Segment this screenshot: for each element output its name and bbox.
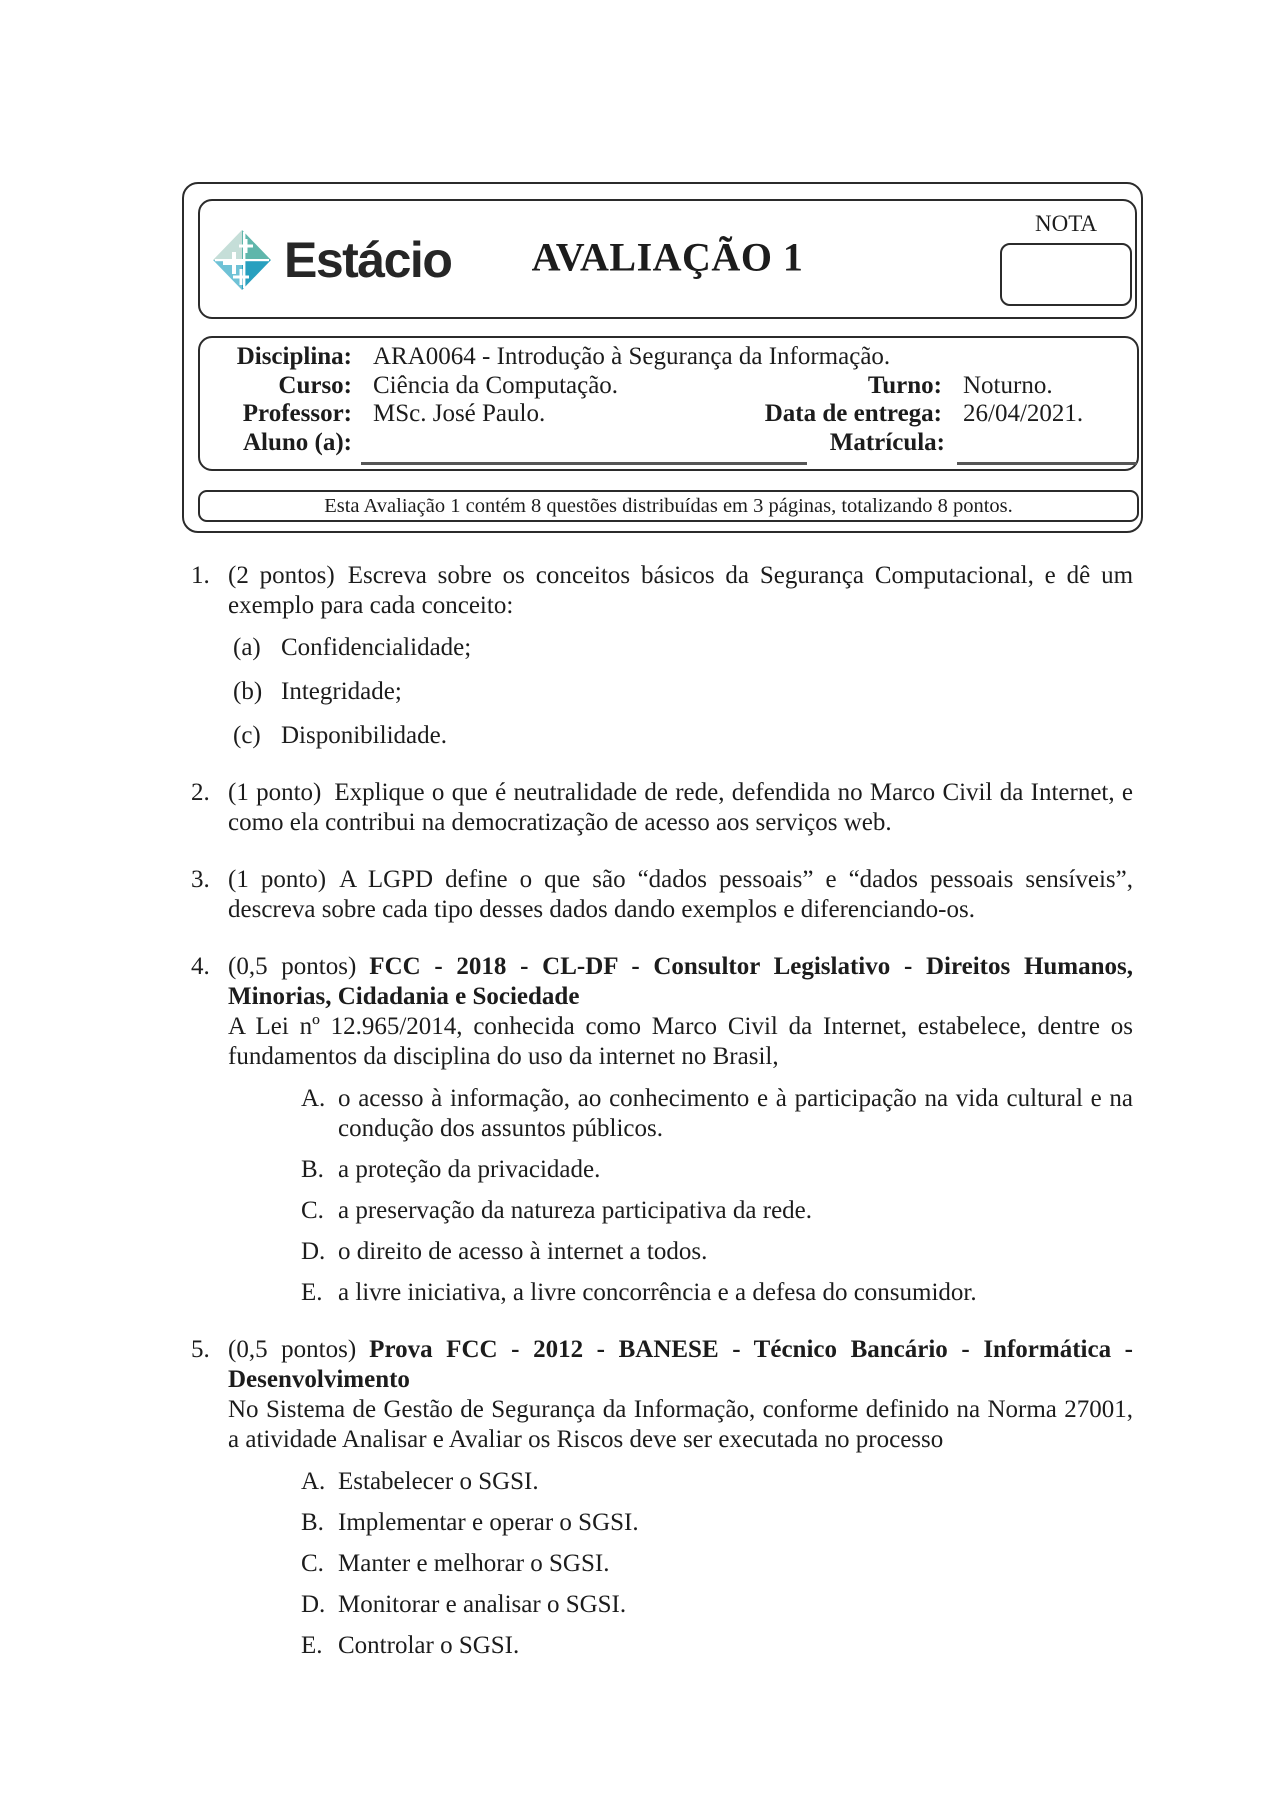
question-1 <box>191 561 1133 751</box>
curso-label: Curso: <box>278 371 352 399</box>
exam-note-box <box>198 490 1139 522</box>
option-label: E. <box>301 1632 323 1659</box>
question-list <box>191 561 1133 1688</box>
question-5-option-d <box>228 1590 1133 1620</box>
question-points: (1 ponto) <box>228 779 322 806</box>
question-4-option-e <box>228 1278 1133 1308</box>
question-text: No Sistema de Gestão de Segurança da Informação, conforme definido na Norma 27001, a atividade Analisar e Avaliar os Riscos deve ser executada no processo <box>228 1396 1133 1453</box>
aluno-label: Aluno (a): <box>242 428 352 456</box>
question-1-item-b <box>228 677 1133 707</box>
question-number: 1. <box>191 562 210 589</box>
info-row-curso <box>200 372 1137 401</box>
question-3 <box>191 865 1133 925</box>
question-points: (0,5 pontos) <box>228 953 357 980</box>
option-label: C. <box>301 1550 324 1577</box>
option-text: Implementar e operar o SGSI. <box>338 1509 639 1536</box>
option-label: A. <box>301 1468 326 1495</box>
option-text: Monitorar e analisar o SGSI. <box>338 1591 627 1618</box>
question-number: 2. <box>191 779 210 806</box>
matricula-label: Matrícula: <box>829 428 945 456</box>
option-text: Controlar o SGSI. <box>338 1632 520 1659</box>
option-label: D. <box>301 1591 326 1618</box>
question-5-option-b <box>228 1508 1133 1538</box>
brand-wordmark: Estácio <box>284 232 452 288</box>
question-5-option-a <box>228 1467 1133 1497</box>
question-5-option-c <box>228 1549 1133 1579</box>
professor-label: Professor: <box>242 400 352 427</box>
item-text: Disponibilidade. <box>281 722 447 749</box>
course-info-box <box>198 336 1139 471</box>
question-points: (0,5 pontos) <box>228 1336 357 1363</box>
exam-title-box <box>198 199 1137 319</box>
exam-title: AVALIAÇÃO 1 <box>531 234 804 280</box>
matricula-fill-line <box>957 462 1137 465</box>
question-4 <box>191 952 1133 1308</box>
turno-value: Noturno. <box>963 371 1053 399</box>
info-row-aluno <box>200 429 1137 458</box>
question-1-item-c <box>228 721 1133 751</box>
question-points: (1 ponto) <box>228 866 327 893</box>
option-text: Manter e melhorar o SGSI. <box>338 1550 610 1577</box>
option-text: a preservação da natureza participativa da rede. <box>338 1197 813 1224</box>
item-label: (b) <box>233 678 263 705</box>
curso-value: Ciência da Computação. <box>373 371 619 399</box>
entrega-label: Data de entrega: <box>764 400 942 427</box>
question-number: 5. <box>191 1336 210 1363</box>
item-text: Integridade; <box>281 678 402 705</box>
question-5-option-e <box>228 1631 1133 1661</box>
grade-label: NOTA <box>1034 211 1098 236</box>
grade-box <box>1000 243 1132 306</box>
question-number: 3. <box>191 866 210 893</box>
question-text: Explique o que é neutralidade de rede, defendida no Marco Civil da Internet, e como ela contribui na democratização de acesso aos serviços web. <box>228 779 1133 836</box>
option-label: D. <box>301 1238 326 1265</box>
question-number: 4. <box>191 953 210 980</box>
option-text: o acesso à informação, ao conhecimento e à participação na vida cultural e na condução dos assuntos públicos. <box>338 1085 1133 1142</box>
question-source-title: FCC - 2018 - CL-DF - Consultor Legislativo - Direitos Humanos, Minorias, Cidadania e Sociedade <box>228 953 1133 1010</box>
aluno-fill-line <box>361 462 807 465</box>
question-text: A Lei nº 12.965/2014, conhecida como Marco Civil da Internet, estabelece, dentre os fundamentos da disciplina do uso da internet no Brasil, <box>228 1013 1133 1070</box>
info-row-professor <box>200 400 1137 429</box>
question-source-title: Prova FCC - 2012 - BANESE - Técnico Bancário - Informática - Desenvolvimento <box>228 1336 1133 1393</box>
exam-note-text: Esta Avaliação 1 contém 8 questões distribuídas em 3 páginas, totalizando 8 pontos. <box>324 494 1013 517</box>
question-2 <box>191 778 1133 838</box>
item-label: (c) <box>233 722 261 749</box>
item-text: Confidencialidade; <box>281 634 472 661</box>
professor-value: MSc. José Paulo. <box>373 400 546 427</box>
option-label: B. <box>301 1509 324 1536</box>
disciplina-label: Disciplina: <box>236 343 352 370</box>
question-4-option-c <box>228 1196 1133 1226</box>
question-text: A LGPD define o que são “dados pessoais” e “dados pessoais sensíveis”, descreva sobre cada tipo desses dados dando exemplos e diferenciando-os. <box>228 866 1133 923</box>
info-row-disciplina <box>200 343 1137 372</box>
option-label: B. <box>301 1156 324 1183</box>
turno-label: Turno: <box>867 371 942 399</box>
question-4-option-b <box>228 1155 1133 1185</box>
question-points: (2 pontos) <box>228 562 335 589</box>
entrega-value: 26/04/2021. <box>963 400 1084 427</box>
question-5 <box>191 1335 1133 1661</box>
option-label: C. <box>301 1197 324 1224</box>
option-label: E. <box>301 1279 323 1306</box>
option-text: o direito de acesso à internet a todos. <box>338 1238 708 1265</box>
option-text: a proteção da privacidade. <box>338 1156 601 1183</box>
option-text: Estabelecer o SGSI. <box>338 1468 539 1495</box>
question-text: Escreva sobre os conceitos básicos da Segurança Computacional, e dê um exemplo para cada conceito: <box>228 562 1134 619</box>
option-text: a livre iniciativa, a livre concorrência e a defesa do consumidor. <box>338 1279 977 1306</box>
question-4-option-a <box>228 1084 1133 1144</box>
item-label: (a) <box>233 634 261 661</box>
exam-header-frame <box>182 182 1143 533</box>
option-label: A. <box>301 1085 326 1112</box>
disciplina-value: ARA0064 - Introdução à Segurança da Informação. <box>373 343 891 370</box>
question-1-item-a <box>228 633 1133 663</box>
question-4-option-d <box>228 1237 1133 1267</box>
